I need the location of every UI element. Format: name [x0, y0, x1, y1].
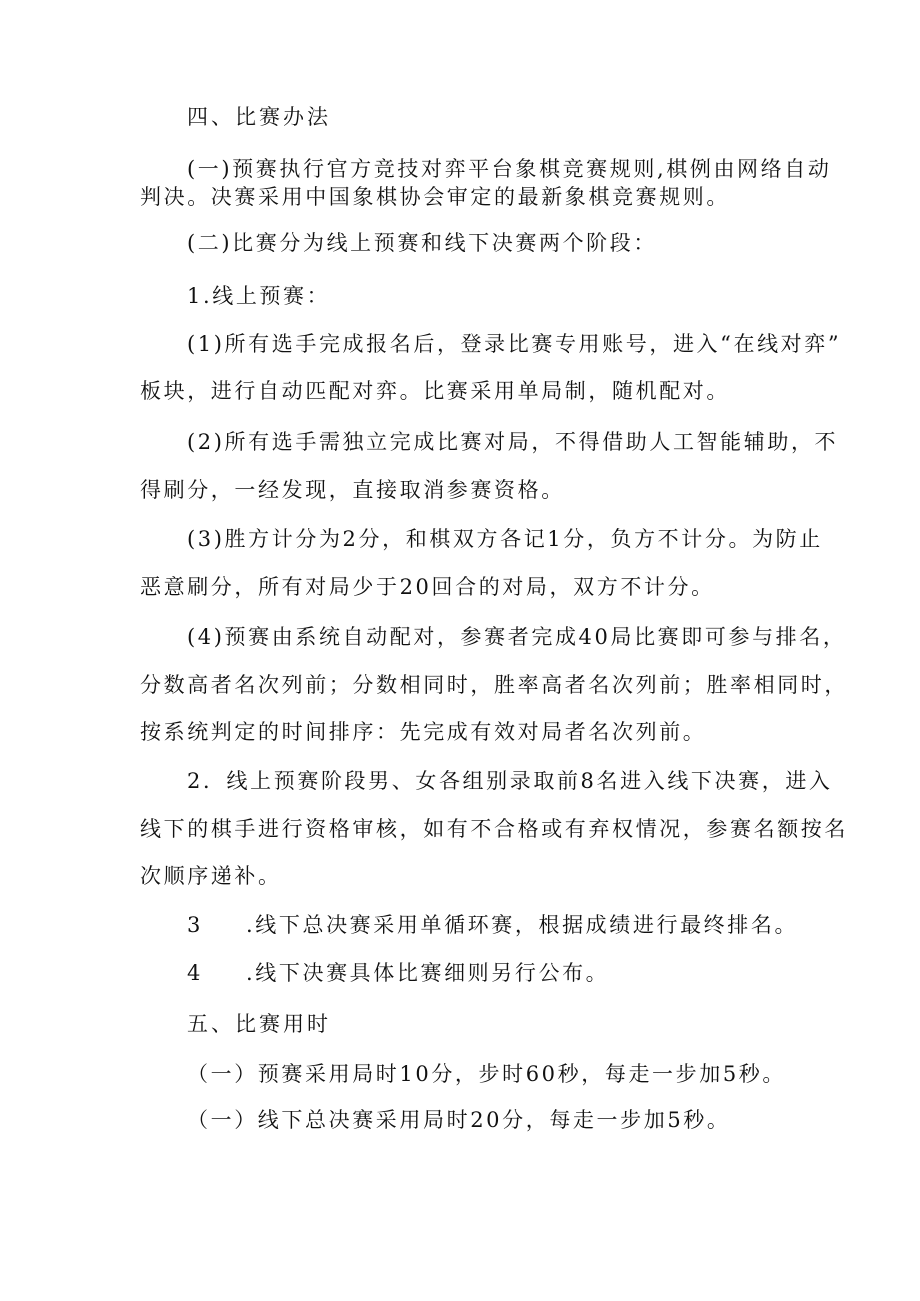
time-rule-2: （一）线下总决赛采用局时20分，每走一步加5秒。: [187, 1108, 731, 1132]
paragraph-1-line-2: 判决。决赛采用中国象棋协会审定的最新象棋竞赛规则。: [140, 185, 730, 209]
item-1-heading: 1.线上预赛：: [187, 284, 331, 308]
paragraph-1-line-1: (一)预赛执行官方竞技对弈平台象棋竞赛规则,棋例由网络自动: [187, 157, 832, 181]
paragraph-2-line-1: (二)比赛分为线上预赛和线下决赛两个阶段：: [187, 231, 657, 255]
sub-item-2-line-1: (2)所有选手需独立完成比赛对局，不得借助人工智能辅助，不: [187, 430, 839, 454]
sub-item-3-line-1: (3)胜方计分为2分，和棋双方各记1分，负方不计分。为防止: [187, 527, 823, 551]
item-4-number: 4: [187, 961, 203, 985]
item-3-number: 3: [187, 913, 203, 937]
sub-item-4-line-2: 分数高者名次列前；分数相同时，胜率高者名次列前；胜率相同时，: [140, 673, 848, 697]
item-2-line-3: 次顺序递补。: [140, 864, 282, 888]
item-2-line-1: 2．线上预赛阶段男、女各组别录取前8名进入线下决赛，进入: [187, 769, 833, 793]
item-3-text: .线下总决赛采用单循环赛，根据成绩进行最终排名。: [246, 913, 799, 937]
sub-item-4-line-3: 按系统判定的时间排序：先完成有效对局者名次列前。: [140, 720, 707, 744]
sub-item-3-line-2: 恶意刷分，所有对局少于20回合的对局，双方不计分。: [140, 575, 715, 599]
section-5-heading: 五、比赛用时: [187, 1012, 331, 1036]
sub-item-2-line-2: 得刷分，一经发现，直接取消参赛资格。: [140, 478, 565, 502]
section-4-heading: 四、比赛办法: [187, 105, 331, 129]
item-4-text: .线下决赛具体比赛细则另行公布。: [246, 961, 610, 985]
sub-item-4-line-1: (4)预赛由系统自动配对，参赛者完成40局比赛即可参与排名，: [187, 625, 847, 649]
sub-item-1-line-1: (1)所有选手完成报名后，登录比赛专用账号，进入“在线对弈”: [187, 332, 842, 356]
time-rule-1: （一）预赛采用局时10分，步时60秒，每走一步加5秒。: [187, 1062, 787, 1086]
item-2-line-2: 线下的棋手进行资格审核，如有不合格或有弃权情况，参赛名额按名: [140, 817, 848, 841]
sub-item-1-line-2: 板块，进行自动匹配对弈。比赛采用单局制，随机配对。: [140, 379, 730, 403]
